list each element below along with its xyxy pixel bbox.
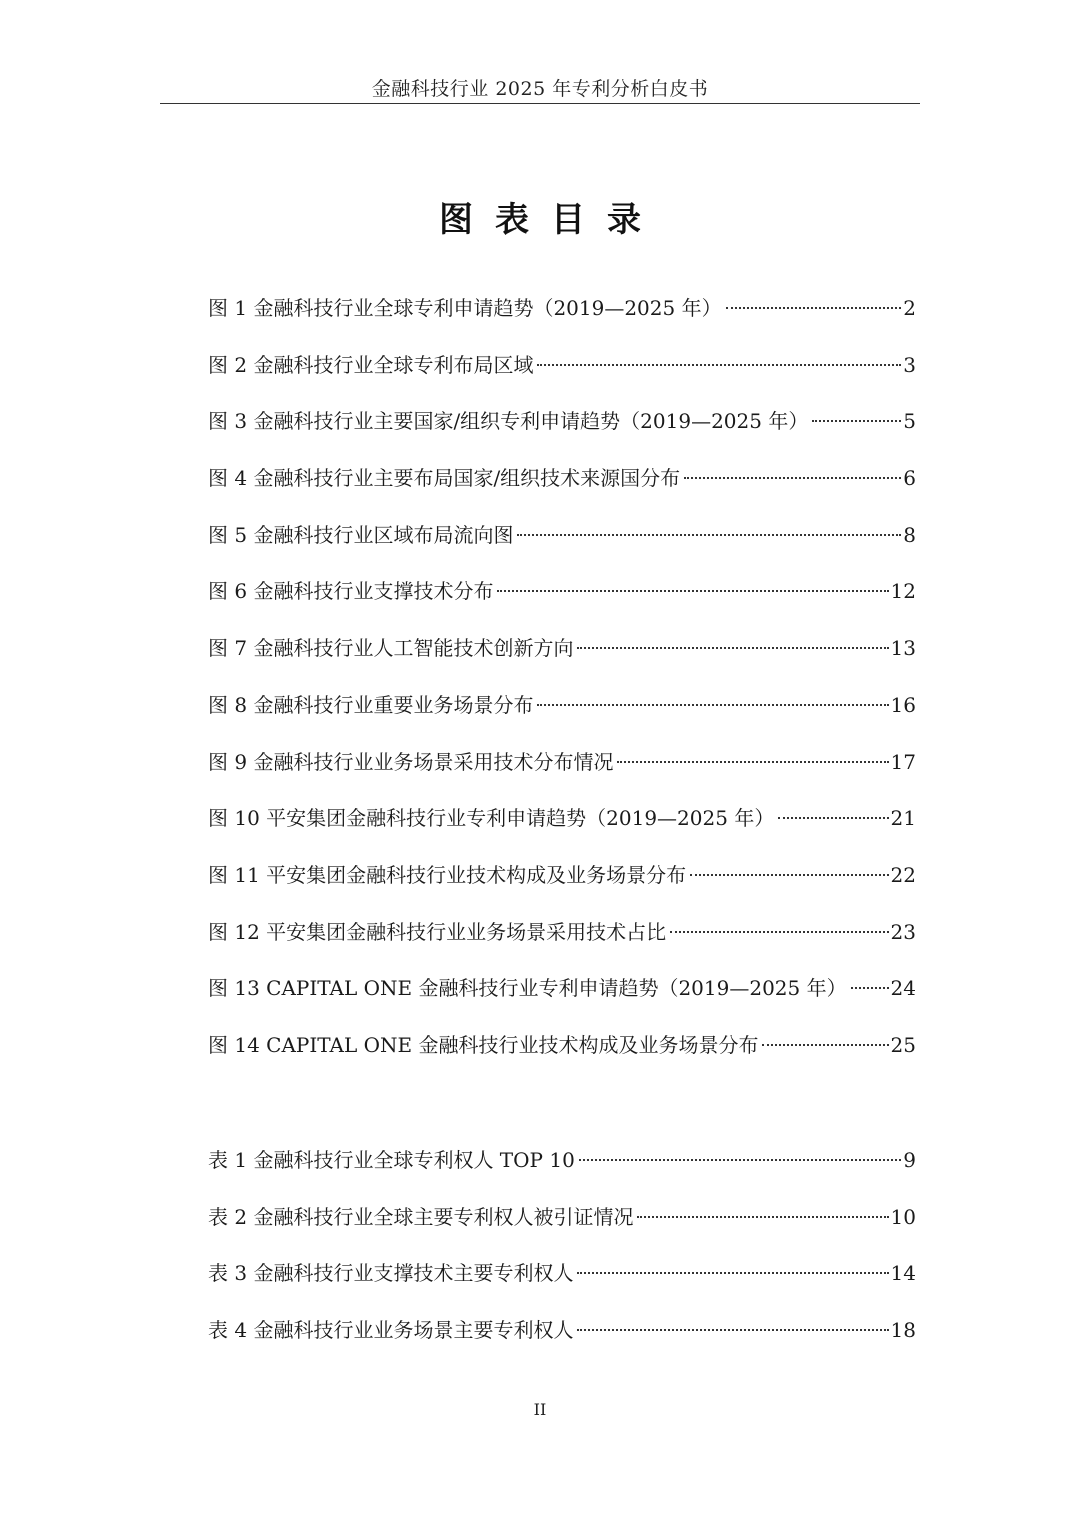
toc-table-entry-page: 10	[890, 1204, 916, 1229]
toc-figure-entry-label: 图 5 金融科技行业区域布局流向图	[208, 522, 514, 547]
toc-figure-entry-label: 图 13 CAPITAL ONE 金融科技行业专利申请趋势（2019—2025 年）	[208, 976, 847, 1001]
toc-figure-entry-page: 22	[890, 862, 916, 887]
toc-figure-entry[interactable]	[208, 912, 916, 969]
toc-figure-entry[interactable]	[208, 968, 916, 1025]
toc-table-entry-page: 14	[890, 1261, 916, 1286]
dot-leader	[812, 420, 901, 422]
toc-table-entry[interactable]	[208, 1310, 916, 1367]
dot-leader	[579, 1159, 901, 1161]
toc-figure-entry-label: 图 2 金融科技行业全球专利布局区域	[208, 352, 534, 377]
toc-figure-entry[interactable]	[208, 855, 916, 912]
toc-title: 图表目录	[439, 200, 663, 240]
toc-figure-entry[interactable]	[208, 685, 916, 742]
dot-leader	[577, 1329, 888, 1331]
toc-figure-entry[interactable]	[208, 798, 916, 855]
toc-table-entry-label: 表 1 金融科技行业全球专利权人 TOP 10	[208, 1148, 575, 1172]
dot-leader	[617, 761, 888, 763]
dot-leader	[778, 817, 888, 819]
dot-leader	[851, 987, 889, 989]
toc-figure-entry-page: 13	[890, 636, 916, 661]
toc-table-entry-label: 表 4 金融科技行业业务场景主要专利权人	[208, 1318, 574, 1343]
table-list	[208, 1140, 916, 1367]
dot-leader	[497, 590, 888, 592]
toc-figure-entry-page: 3	[903, 352, 916, 377]
dot-leader	[537, 364, 901, 366]
running-header: 金融科技行业 2025 年专利分析白皮书	[371, 78, 709, 100]
dot-leader	[690, 874, 888, 876]
toc-figure-entry[interactable]	[208, 628, 916, 685]
toc-figure-entry-label: 图 12 平安集团金融科技行业业务场景采用技术占比	[208, 919, 667, 944]
toc-figure-entry-page: 25	[890, 1032, 916, 1057]
dot-leader	[577, 1272, 888, 1274]
dot-leader	[726, 307, 902, 309]
toc-figure-entry-label: 图 10 平安集团金融科技行业专利申请趋势（2019—2025 年）	[208, 806, 775, 831]
toc-figure-entry-page: 21	[890, 806, 916, 831]
page-number: II	[533, 1400, 547, 1419]
toc-figure-entry-page: 12	[890, 579, 916, 604]
toc-figure-entry[interactable]	[208, 571, 916, 628]
toc-figure-entry-label: 图 7 金融科技行业人工智能技术创新方向	[208, 636, 574, 661]
dot-leader	[684, 477, 901, 479]
toc-table-entry-label: 表 3 金融科技行业支撑技术主要专利权人	[208, 1261, 574, 1286]
toc-table-entry[interactable]	[208, 1253, 916, 1310]
toc-figure-entry-page: 16	[890, 692, 916, 717]
toc-table-entry-page: 18	[890, 1318, 916, 1343]
toc-figure-entry-label: 图 4 金融科技行业主要布局国家/组织技术来源国分布	[208, 466, 681, 491]
toc-figure-entry-page: 5	[903, 409, 916, 434]
toc-figure-entry[interactable]	[208, 288, 916, 345]
dot-leader	[517, 534, 901, 536]
toc-figure-entry[interactable]	[208, 401, 916, 458]
dot-leader	[670, 931, 888, 933]
toc-table-entry-label: 表 2 金融科技行业全球主要专利权人被引证情况	[208, 1204, 634, 1229]
toc-table-entry[interactable]	[208, 1197, 916, 1254]
header-rule	[160, 103, 920, 104]
toc-figure-entry-page: 17	[890, 749, 916, 774]
toc-figure-entry[interactable]	[208, 458, 916, 515]
toc-figure-entry-label: 图 11 平安集团金融科技行业技术构成及业务场景分布	[208, 862, 687, 887]
toc-figure-entry-page: 2	[903, 296, 916, 320]
dot-leader	[762, 1044, 888, 1046]
toc-table-entry-page: 9	[903, 1148, 916, 1172]
toc-figure-entry-page: 6	[903, 466, 916, 491]
toc-figure-entry-label: 图 8 金融科技行业重要业务场景分布	[208, 692, 534, 717]
toc-figure-entry-label: 图 6 金融科技行业支撑技术分布	[208, 579, 494, 604]
figure-list	[208, 288, 916, 1082]
toc-figure-entry[interactable]	[208, 1025, 916, 1082]
toc-figure-entry-label: 图 9 金融科技行业业务场景采用技术分布情况	[208, 749, 614, 774]
toc-figure-entry[interactable]	[208, 742, 916, 799]
dot-leader	[537, 704, 888, 706]
toc-figure-entry-page: 24	[890, 976, 916, 1001]
dot-leader	[577, 647, 888, 649]
dot-leader	[637, 1216, 888, 1218]
toc-figure-entry-page: 8	[903, 522, 916, 547]
toc-figure-entry-page: 23	[890, 919, 916, 944]
toc-figure-entry[interactable]	[208, 515, 916, 572]
toc-table-entry[interactable]	[208, 1140, 916, 1197]
toc-figure-entry-label: 图 1 金融科技行业全球专利申请趋势（2019—2025 年）	[208, 296, 722, 320]
toc-figure-entry[interactable]	[208, 345, 916, 402]
toc-figure-entry-label: 图 3 金融科技行业主要国家/组织专利申请趋势（2019—2025 年）	[208, 409, 809, 434]
toc-figure-entry-label: 图 14 CAPITAL ONE 金融科技行业技术构成及业务场景分布	[208, 1032, 759, 1057]
